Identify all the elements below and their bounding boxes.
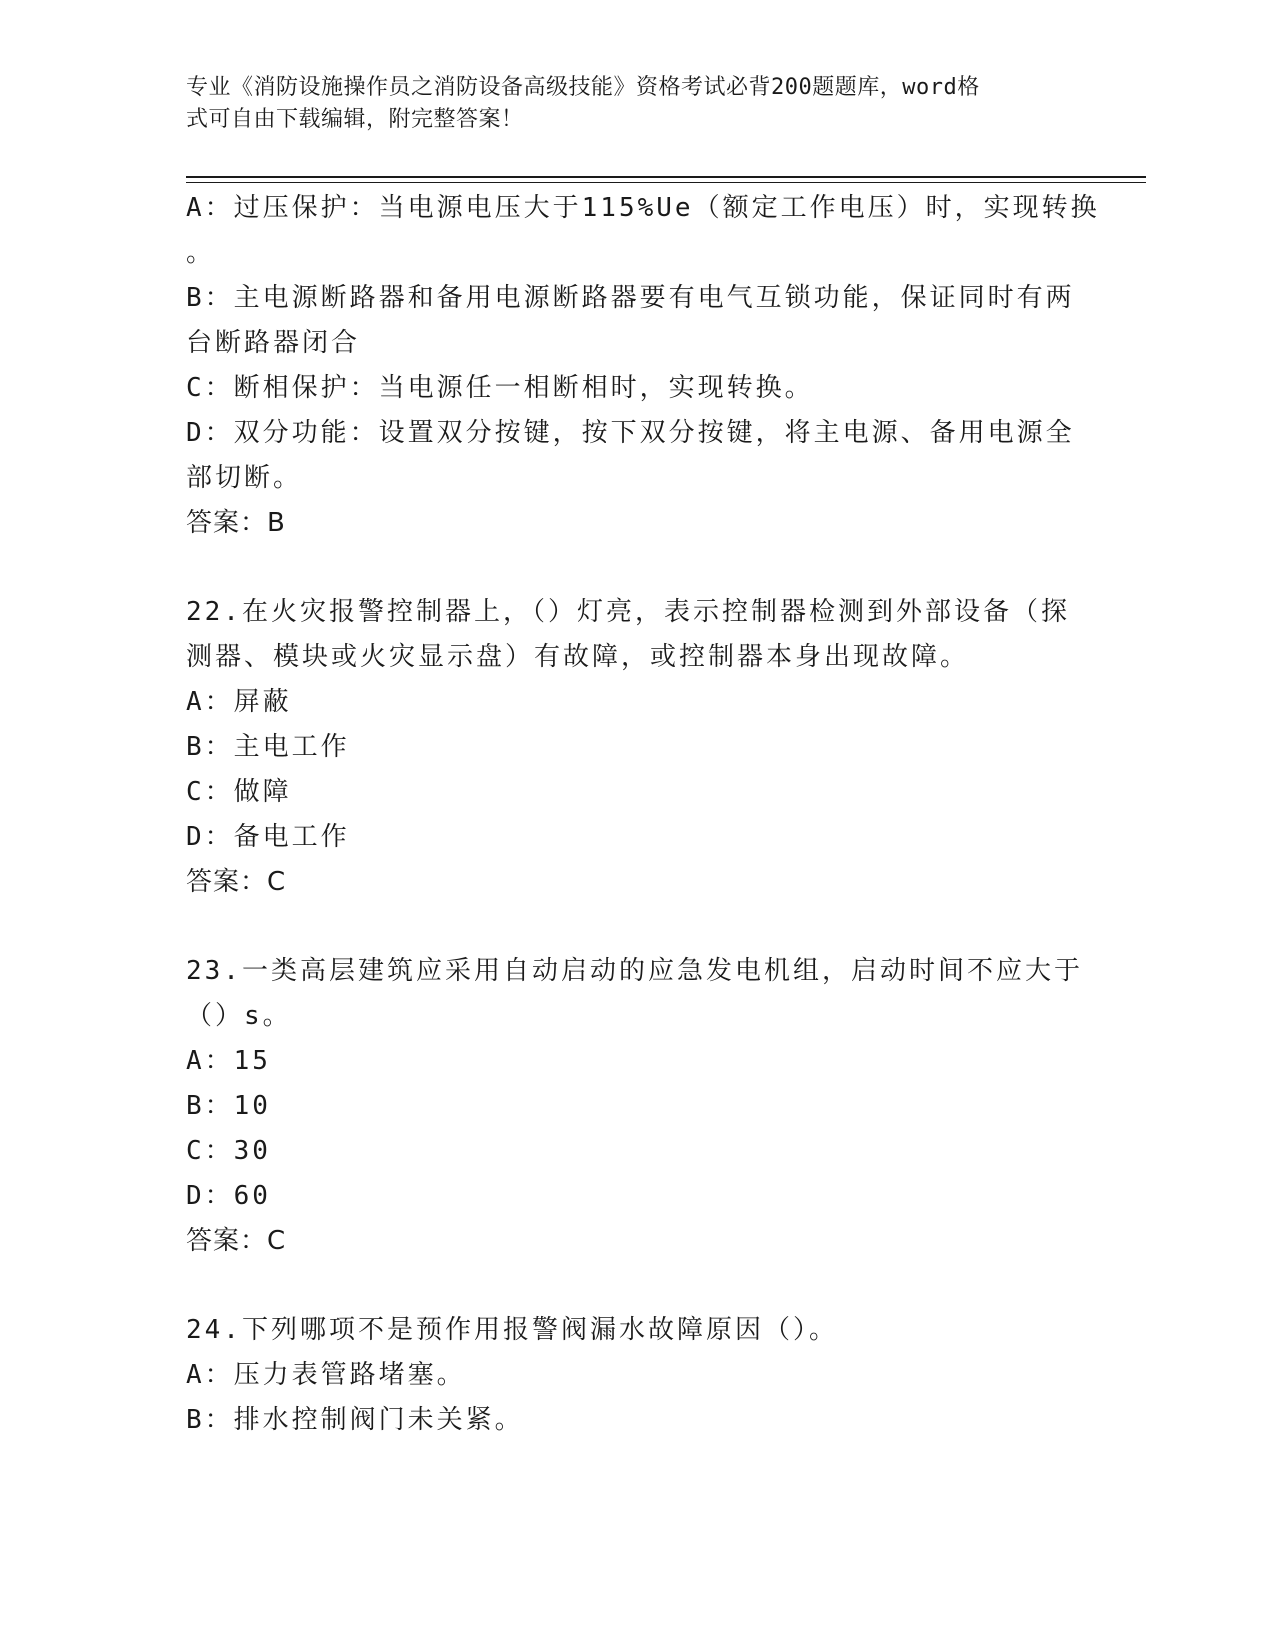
spacer: [186, 1264, 1076, 1308]
answer-23: 答案：C: [186, 1226, 287, 1256]
question-22: [186, 590, 1076, 905]
header-rule-thick: [186, 176, 1146, 178]
option-a-line-2: 。: [186, 238, 216, 268]
option-a: A：屏蔽: [186, 687, 292, 717]
spacer: [186, 546, 1076, 590]
option-c: C：断相保护：当电源任一相断相时，实现转换。: [186, 373, 814, 403]
option-b: B：主电工作: [186, 732, 350, 762]
option-b-line-1: B：主电源断路器和备用电源断路器要有电气互锁功能，保证同时有两: [186, 283, 1075, 313]
option-d-line-2: 部切断。: [186, 463, 303, 493]
question-22-stem-line-2: 测器、模块或火灾显示盘）有故障，或控制器本身出现故障。: [186, 642, 970, 672]
question-24-stem-line-1: 24.下列哪项不是预作用报警阀漏水故障原因（）。: [186, 1315, 838, 1345]
option-c: C：做障: [186, 777, 292, 807]
answer-21: 答案：B: [186, 508, 286, 538]
option-d: D：60: [186, 1181, 271, 1211]
option-b: B：排水控制阀门未关紧。: [186, 1405, 524, 1435]
option-b: B：10: [186, 1091, 271, 1121]
option-a: A：压力表管路堵塞。: [186, 1360, 466, 1390]
question-21-options: [186, 186, 1100, 546]
header-rule-thin: [186, 182, 1146, 183]
document-header: [186, 72, 1066, 136]
spacer: [186, 905, 1076, 949]
header-line-1: 专业《消防设施操作员之消防设备高级技能》资格考试必背200题题库，word格: [186, 75, 980, 100]
question-content: [186, 186, 1100, 1443]
option-a: A：15: [186, 1046, 271, 1076]
question-23: [186, 949, 1083, 1264]
question-23-stem-line-2: （）s。: [186, 1001, 292, 1031]
option-a-line-1: A：过压保护：当电源电压大于115%Ue（额定工作电压）时，实现转换: [186, 193, 1100, 223]
option-c: C：30: [186, 1136, 271, 1166]
option-d-line-1: D：双分功能：设置双分按键，按下双分按键，将主电源、备用电源全: [186, 418, 1075, 448]
header-line-2: 式可自由下载编辑，附完整答案！: [186, 107, 524, 132]
question-24: [186, 1308, 1076, 1443]
option-b-line-2: 台断路器闭合: [186, 328, 361, 358]
option-d: D：备电工作: [186, 822, 350, 852]
question-22-stem-line-1: 22.在火灾报警控制器上，（）灯亮，表示控制器检测到外部设备（探: [186, 597, 1070, 627]
question-23-stem-line-1: 23.一类高层建筑应采用自动启动的应急发电机组，启动时间不应大于: [186, 956, 1083, 986]
answer-22: 答案：C: [186, 867, 287, 897]
